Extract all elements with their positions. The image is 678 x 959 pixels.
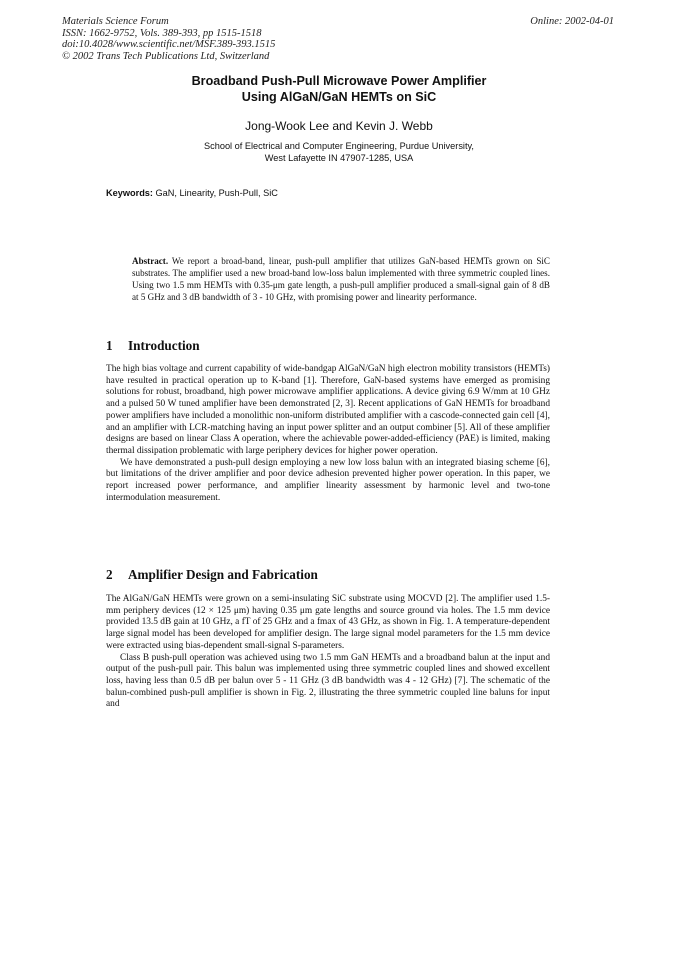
section-body-introduction	[106, 364, 550, 504]
section-title: Amplifier Design and Fabrication	[128, 567, 318, 582]
section-heading-design	[106, 567, 318, 583]
journal-name: Materials Science Forum	[62, 16, 169, 27]
section-number: 2	[106, 567, 113, 582]
title-line-1: Broadband Push-Pull Microwave Power Amplifier	[191, 74, 487, 88]
affiliation	[0, 141, 678, 164]
authors: Jong-Wook Lee and Kevin J. Webb	[245, 119, 433, 133]
keywords-list: GaN, Linearity, Push-Pull, SiC	[152, 188, 278, 198]
issn-line: ISSN: 1662-9752, Vols. 389-393, pp 1515-1518	[62, 27, 262, 39]
section-number: 1	[106, 338, 113, 353]
section-heading-introduction	[106, 338, 200, 354]
abstract-text: We report a broad-band, linear, push-pull amplifier that utilizes GaN-based HEMTs grown on SiC substrates. The amplifier used a new broad-band low-loss balun implemented with three symmetric coupled lines. Using two 1.5 mm HEMTs with 0.35-μm gate length, a push-pull amplifier produced a small-signal gain of 8 dB at 5 GHz and 3 dB bandwidth of 3 - 10 GHz, with promising power and linearity performance.	[132, 256, 550, 302]
paragraph: Class B push-pull operation was achieved using two 1.5 mm GaN HEMTs and a broadband balun at the input and output of the push-pull pair. This balun was implemented using three symmetric coupled lines and showed excellent loss, having less than 0.5 dB per balun over 5 - 11 GHz (3 dB bandwidth was 4 - 12 GHz) [7]. The schematic of the balun-combined push-pull amplifier is shown in Fig. 2, illustrating the three symmetric coupled line baluns for input and	[106, 652, 550, 710]
section-body-design	[106, 594, 550, 711]
keywords-label: Keywords:	[106, 188, 153, 198]
paper-title	[0, 74, 678, 105]
online-date: Online: 2002-04-01	[530, 16, 614, 27]
title-line-2: Using AlGaN/GaN HEMTs on SiC	[241, 89, 437, 104]
abstract-label: Abstract.	[132, 256, 169, 266]
journal-header	[62, 16, 275, 62]
paragraph: We have demonstrated a push-pull design employing a new low loss balun with an integrated biasing scheme [6], but limitations of the driver amplifier and poor device adhesion prevented higher power operation. In this paper, we report increased power performance, and amplifier linearity assessment by harmonic level and two-tone intermodulation measurement.	[106, 457, 550, 503]
abstract	[132, 255, 550, 303]
paragraph: The AlGaN/GaN HEMTs were grown on a semi-insulating SiC substrate using MOCVD [2]. The amplifier used 1.5-mm periphery devices (12 × 125 μm) having 0.35 μm gate lengths and source ground via holes. The 1.5 mm device provided 13.5 dB gain at 10 GHz, a fT of 25 GHz and a fmax of 43 GHz, as shown in Fig. 1. A temperature-dependent large signal model has been developed for amplifier design. The large signal model parameters for the 1.5 mm device were extracted using bias-dependent small-signal S-parameters.	[106, 594, 550, 651]
paragraph: The high bias voltage and current capability of wide-bandgap AlGaN/GaN high electron mobility transistors (HEMTs) have resulted in practical operation up to K-band [1]. Therefore, GaN-based systems have emerged as promising solutions for robust, broadband, high power microwave amplifier applications. A device giving 6.9 W/mm at 10 GHz and a pulsed 50 W tuned amplifier have been demonstrated [2, 3]. Recent applications of GaN HEMTs for broadband power amplifiers have included a monolithic non-uniform distributed amplifier with a cascode-connected gain cell [4], and an amplifier with LCR-matching having an input power splitter and an output combiner [5]. All of these amplifier designs are based on linear Class A operation, where the achievable power-added-efficiency (PAE) is limited, making thermal dissipation problematic with large periphery devices for higher power operation.	[106, 364, 550, 456]
copyright-line: © 2002 Trans Tech Publications Ltd, Switzerland	[62, 50, 270, 62]
keywords	[106, 188, 278, 198]
affiliation-line-2: West Lafayette IN 47907-1285, USA	[264, 152, 414, 163]
affiliation-line-1: School of Electrical and Computer Engineering, Purdue University,	[204, 141, 474, 151]
doi-line: doi:10.4028/www.scientific.net/MSF.389-393.1515	[62, 39, 276, 51]
section-title: Introduction	[128, 338, 200, 353]
